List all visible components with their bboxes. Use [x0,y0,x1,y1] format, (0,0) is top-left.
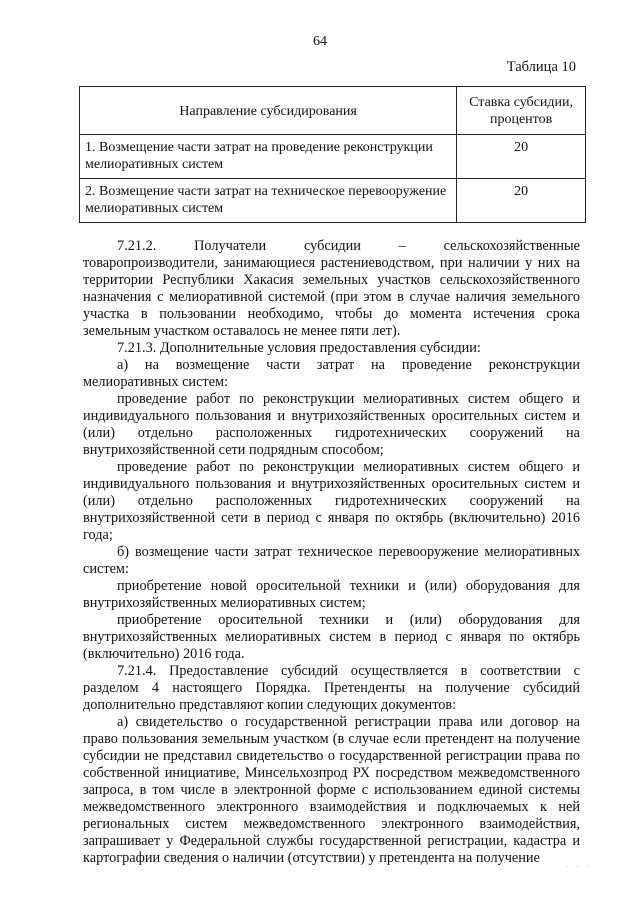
row-rate: 20 [457,135,586,179]
paragraph-7-21-3: 7.21.3. Дополнительные условия предоставления субсидии: [117,340,481,356]
row-rate: 20 [457,179,586,223]
paragraph-new-equipment: приобретение новой оросительной техники и (или) оборудования для внутрихозяйственных мелиоративных систем; [83,578,580,611]
document-body [83,238,580,867]
table-caption: Таблица 10 [506,59,576,75]
paragraph-reconstruction-contract: проведение работ по реконструкции мелиоративных систем общего и индивидуального пользования и внутрихозяйственных оросительных систем и (или) отдельно расположенных гидротехнических сооружений на внутрихозяйственной сети подрядным способом; [83,391,580,458]
paragraph-item-a: а) на возмещение части затрат на проведение реконструкции мелиоративных систем: [83,357,580,390]
paragraph-item-a-certificate: а) свидетельство о государственной регистрации права или договор на право пользования земельным участком (в случае если претендент на получение субсидии не представил свидетельство о государственной регистрации права по собственной инициативе, Минсельхозпрод РХ посредством межведомственного запроса, в том числе в электронной форме с использованием единой системы межведомственного электронного взаимодействия и подключаемых к ней региональных систем межведомственного электронного взаимодействия, запрашивает у Федеральной службы государственной регистрации, кадастра и картографии сведения о наличии (отсутствии) у претендента на получение [83,714,580,866]
row-direction: 2. Возмещение части затрат на техническое перевооружение мелиоративных систем [80,179,457,223]
table-row [80,179,586,223]
scan-artifact: · · · [566,862,591,873]
table-header-row [80,87,586,135]
subsidy-rate-table [79,86,586,223]
header-rate: Ставка субсидии, процентов [457,87,586,135]
paragraph-item-b: б) возмещение части затрат техническое перевооружение мелиоративных систем: [83,544,580,577]
page-number: 64 [313,34,327,49]
row-direction: 1. Возмещение части затрат на проведение реконструкции мелиоративных систем [80,135,457,179]
paragraph-reconstruction-period: проведение работ по реконструкции мелиоративных систем общего и индивидуального пользования и внутрихозяйственных оросительных систем и (или) отдельно расположенных гидротехнических сооружений на внутрихозяйственной сети в период с января по октябрь (включительно) 2016 года; [83,459,580,543]
paragraph-equipment-period: приобретение оросительной техники и (или) оборудования для внутрихозяйственных мелиоративных систем в период с января по октябрь (включительно) 2016 года. [83,612,580,662]
table-row [80,135,586,179]
header-direction: Направление субсидирования [80,87,457,135]
paragraph-7-21-2: 7.21.2. Получатели субсидии – сельскохозяйственные товаропроизводители, занимающиеся растениеводством, при наличии у них на территории Республики Хакасия земельных участков сельскохозяйственного назначения с мелиоративной системой (при этом в случае наличия земельного участка в пользовании необходимо, чтобы до момента истечения срока земельным участком оставалось не менее пяти лет). [83,238,580,339]
paragraph-7-21-4: 7.21.4. Предоставление субсидий осуществляется в соответствии с разделом 4 настоящего Порядка. Претенденты на получение субсидий дополнительно представляют копии следующих документов: [83,663,580,713]
